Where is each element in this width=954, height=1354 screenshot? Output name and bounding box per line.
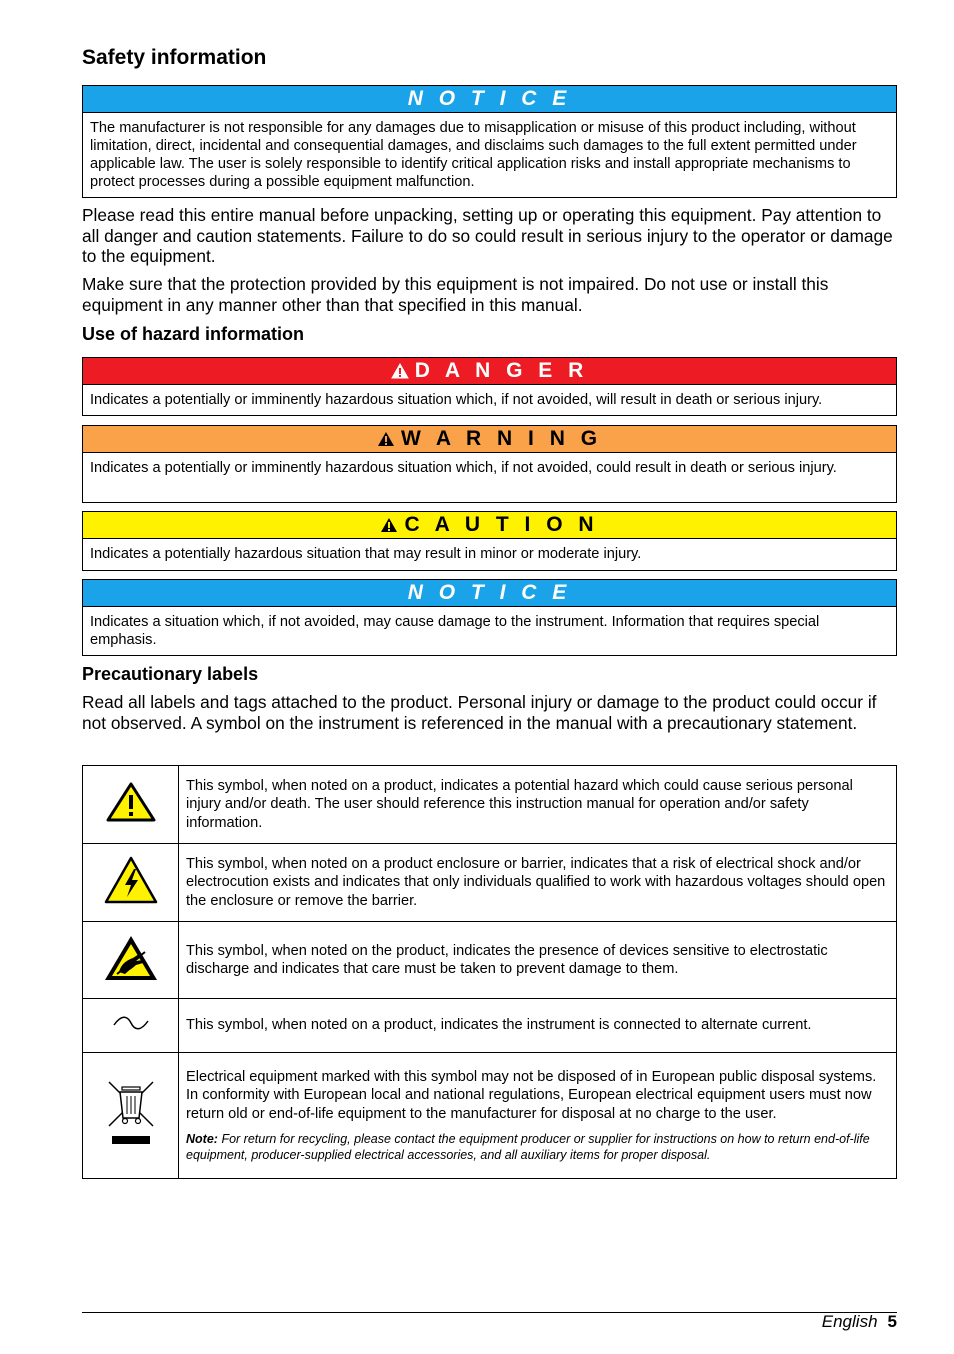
page-title: Safety information — [82, 46, 267, 69]
table-row — [83, 766, 897, 844]
warning-label: W A R N I N G — [400, 427, 603, 450]
symbol-description: This symbol, when noted on a product enclosure or barrier, indicates that a risk of electrical shock and/or electrocution exists and indicates that only individuals qualified to work with hazardous voltages should open the enclosure or remove the barrier. — [179, 844, 897, 922]
notice-header-2: N O T I C E — [83, 580, 896, 607]
symbols-table — [82, 765, 897, 1179]
danger-text: Indicates a potentially or imminently hazardous situation which, if not avoided, will result in death or serious injury. — [90, 392, 823, 408]
labels-paragraph: Read all labels and tags attached to the product. Personal injury or damage to the product could occur if not observed. A symbol on the instrument is referenced in the manual with a precautionary statement. — [82, 692, 877, 733]
warning-triangle-icon — [380, 517, 398, 533]
intro-paragraph: Please read this entire manual before unpacking, setting up or operating this equipment. Pay attention to all danger and caution statements. Failure to do so could result in serious injury to the operator or damage to the equipment. — [82, 205, 893, 266]
table-row — [83, 844, 897, 922]
danger-header — [83, 358, 896, 385]
note-text: For return for recycling, please contact the equipment producer or supplier for instructions on how to return end-of-life equipment, producer-supplied electrical accessories, and all auxiliary items for proper disposal. — [186, 1131, 870, 1162]
warning-triangle-icon — [377, 431, 395, 447]
warning-box — [82, 425, 897, 503]
warning-text: Indicates a potentially or imminently hazardous situation which, if not avoided, could result in death or serious injury. — [90, 460, 837, 476]
page-number: 5 — [887, 1312, 897, 1331]
warning-header — [83, 426, 896, 453]
electrostatic-discharge-icon — [103, 934, 159, 982]
table-row — [83, 922, 897, 999]
notice-text: The manufacturer is not responsible for any damages due to misapplication or misuse of this product including, without limitation, direct, incidental and consequential damages, and disclaims such damages to the full extent permitted under applicable law. The user is solely responsible to identify critical application risks and install appropriate mechanisms to protect processes during a possible equipment malfunction. — [90, 120, 857, 190]
danger-label: D A N G E R — [414, 359, 589, 382]
symbol-cell — [83, 999, 179, 1053]
protection-paragraph: Make sure that the protection provided by this equipment is not impaired. Do not use or install this equipment in any manner other than that specified in this manual. — [82, 274, 829, 315]
notice-box-2 — [82, 579, 897, 656]
caution-box — [82, 511, 897, 571]
footer-divider — [82, 1312, 897, 1313]
notice-box — [82, 85, 897, 198]
symbol-cell — [83, 766, 179, 844]
symbol-cell — [83, 1053, 179, 1179]
alternating-current-icon — [111, 1015, 151, 1031]
table-row — [83, 999, 897, 1053]
symbol-description: This symbol, when noted on a product, indicates the instrument is connected to alternate current. — [179, 999, 897, 1053]
symbol-cell — [83, 922, 179, 999]
footer-language: English — [821, 1312, 878, 1331]
note-label: Note: — [186, 1131, 218, 1146]
weee-crossed-bin-icon — [105, 1080, 157, 1146]
table-row — [83, 1053, 897, 1179]
general-hazard-icon — [105, 781, 157, 823]
symbol-description: This symbol, when noted on the product, indicates the presence of devices sensitive to electrostatic discharge and indicates that care must be taken to prevent damage to them. — [179, 922, 897, 999]
notice-text-2: Indicates a situation which, if not avoided, may cause damage to the instrument. Information that requires special emphasis. — [90, 614, 820, 648]
page-footer — [822, 1312, 897, 1332]
weee-note — [186, 1131, 888, 1163]
caution-text: Indicates a potentially hazardous situation that may result in minor or moderate injury. — [90, 546, 642, 562]
notice-header: N O T I C E — [83, 86, 896, 113]
warning-triangle-icon — [391, 363, 409, 379]
symbol-cell — [83, 844, 179, 922]
hazard-heading: Use of hazard information — [82, 324, 305, 344]
symbol-description — [179, 1053, 897, 1179]
symbol-description: This symbol, when noted on a product, indicates a potential hazard which could cause serious personal injury and/or death. The user should reference this instruction manual for operation and/or safety information. — [179, 766, 897, 844]
caution-header — [83, 512, 896, 539]
weee-text: Electrical equipment marked with this symbol may not be disposed of in European public disposal systems. In conformity with European local and national regulations, European electrical equipment users must now return old or end-of-life equipment to the manufacturer for disposal at no charge to the user. — [186, 1069, 877, 1122]
electrical-shock-icon — [103, 855, 159, 905]
labels-heading: Precautionary labels — [82, 664, 259, 684]
danger-box — [82, 357, 897, 416]
caution-label: C A U T I O N — [404, 513, 599, 536]
